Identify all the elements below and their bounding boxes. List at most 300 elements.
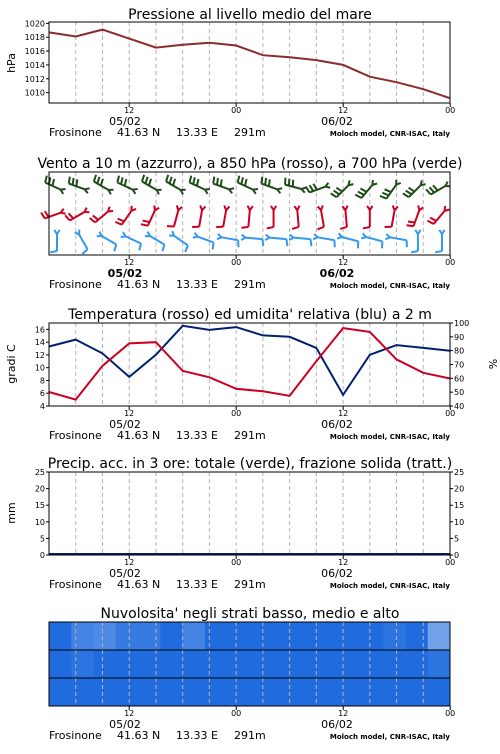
x-date-label: 06/02 (320, 267, 355, 280)
cloud-cell (49, 650, 72, 678)
wind-barb-shaft (434, 211, 445, 224)
wind-barb (241, 206, 252, 228)
y-tick-label: 1016 (25, 47, 45, 56)
x-tick-label: 12 (124, 558, 134, 567)
wind-barb-feather (45, 176, 47, 183)
cloud-cell (383, 622, 406, 650)
wind-barb-feather (197, 179, 199, 186)
cloud-cell (361, 650, 384, 678)
wind-barb-shaft (79, 235, 87, 250)
wind-barb (142, 175, 162, 195)
wind-barb (190, 176, 210, 194)
wind-barb (241, 235, 263, 246)
wind-barb-head (85, 188, 90, 193)
x-date-label: 05/02 (109, 418, 141, 431)
wind-barb-feather (363, 227, 370, 228)
wind-barb-feather (73, 178, 74, 185)
wind-barb (41, 209, 65, 219)
x-tick-label: 12 (124, 106, 134, 115)
temp-rh-title: Temperatura (rosso) ed umidita' relativa (blu) a 2 m (67, 307, 432, 323)
wind-barb (50, 230, 60, 253)
wind-barb-head (97, 232, 102, 237)
wind-barb-shaft (321, 210, 324, 227)
wind-barb (407, 205, 424, 226)
wind-barb-feather (221, 179, 222, 186)
y-tick-label: 15 (454, 501, 464, 510)
cloud-title: Nuvolosita' negli strati basso, medio e alto (101, 606, 400, 622)
wind-barb-head (277, 188, 282, 193)
cloud-cell (160, 650, 183, 678)
wind-barb-feather (407, 225, 414, 226)
wind-barb-feather (408, 221, 415, 222)
y-tick-label: 15 (35, 501, 45, 510)
wind-barb-head (349, 180, 354, 185)
x-tick-label: 12 (338, 709, 348, 718)
wind-barb-head (61, 209, 66, 214)
cloud-cell (383, 650, 406, 678)
wind-barb (97, 232, 117, 252)
wind-barb-shaft (413, 210, 419, 226)
wind-barb-feather (149, 179, 151, 186)
wind-barb-feather (143, 221, 150, 223)
wind-barb-shaft (95, 211, 108, 222)
y-tick-label: 80 (454, 347, 464, 356)
wind-barb-shaft (102, 236, 117, 244)
wind-barb-shaft (294, 238, 311, 239)
wind-barb (426, 182, 450, 195)
wind-barb (427, 206, 449, 224)
cloud-cell (49, 622, 72, 650)
wind-barb-shaft (198, 237, 214, 243)
wind-barb-shaft (174, 210, 178, 226)
wind-barb-feather (265, 178, 266, 185)
y-tick-label: 5 (454, 534, 459, 543)
wind-barb-feather (430, 218, 436, 221)
wind-barb-head (61, 189, 66, 194)
wind-barb-feather (261, 177, 262, 184)
wind-barb (361, 233, 382, 248)
cloud-panel (49, 606, 455, 742)
wind-barb-head (301, 188, 306, 193)
wind-barb (75, 230, 88, 254)
pressure-plot-frame (49, 22, 450, 103)
wind-barb (121, 232, 141, 250)
wind-barb-shaft (150, 236, 165, 244)
wind-barb-feather (306, 186, 310, 192)
wind-barb-feather (93, 215, 98, 219)
wind-barb-head (224, 206, 229, 211)
x-tick-label: 00 (231, 106, 241, 115)
wind-barb-head (294, 206, 299, 210)
x-date-label: 06/02 (321, 115, 353, 128)
y-tick-label: 16 (35, 325, 45, 334)
wind-barb (340, 206, 348, 229)
wind-barb-feather (360, 189, 366, 192)
wind-barb-head (200, 206, 205, 211)
precip-plot-frame (49, 472, 450, 555)
wind-barb (435, 230, 445, 253)
wind-barb-feather (97, 177, 99, 184)
wind-barb-feather (262, 239, 263, 246)
wind-barb (265, 235, 287, 246)
cloud-cell (383, 678, 406, 706)
cloud-cell (250, 678, 273, 706)
location-name: Frosinone (49, 729, 102, 742)
cloud-cell (405, 678, 428, 706)
cloud-cell (316, 678, 339, 706)
wind-barb-head (372, 180, 377, 185)
wind-barb-feather (141, 224, 148, 226)
wind-barb-feather (101, 179, 103, 186)
y-tick-label: 1014 (25, 61, 45, 70)
wind-barb (403, 180, 426, 197)
precip-panel (5, 456, 464, 591)
y-tick-label: 12 (35, 351, 45, 360)
wind-barb-shaft (318, 237, 335, 240)
wind-barb-head (396, 180, 401, 185)
cloud-cell (316, 650, 339, 678)
y-tick-label: 4 (40, 402, 45, 411)
wind-barb-feather (269, 179, 270, 186)
location-lon: 13.33 E (176, 729, 218, 742)
location-lat: 41.63 N (117, 729, 160, 742)
cloud-cell (428, 678, 451, 706)
y-tick-label: 25 (454, 468, 464, 477)
y-tick-label: 20 (35, 485, 45, 494)
x-tick-label: 00 (445, 709, 455, 718)
x-tick-label: 12 (338, 558, 348, 567)
cloud-cell (227, 678, 250, 706)
x-tick-label: 00 (231, 558, 241, 567)
cloud-cell (250, 650, 273, 678)
wind-barb-feather (380, 196, 386, 199)
wind-barb (166, 175, 186, 195)
cloud-cell (428, 650, 451, 678)
wind-barb-feather (65, 215, 70, 220)
wind-barb-head (445, 206, 450, 211)
cloud-cell (205, 650, 228, 678)
x-tick-label: 12 (338, 409, 348, 418)
wind-barb-feather (45, 211, 49, 217)
wind-barb-feather (115, 222, 121, 225)
wind-barb (292, 206, 300, 229)
wind-barb-feather (52, 179, 54, 186)
y-tick-label: 20 (454, 485, 464, 494)
wind-barb-shaft (366, 237, 382, 241)
wind-barb-head (108, 207, 113, 212)
wind-barb (94, 175, 114, 195)
y-tick-label: 1018 (25, 33, 45, 42)
wind-barb (192, 206, 205, 227)
model-source: Moloch model, CNR-ISAC, Italy (330, 282, 451, 290)
cloud-cell (405, 622, 428, 650)
wind-barb-feather (427, 221, 433, 224)
y-tick-label: 50 (454, 388, 464, 397)
wind-barb-shaft (246, 238, 263, 239)
cloud-cell (138, 678, 161, 706)
wind-barb-feather (411, 251, 418, 252)
cloud-cell (116, 650, 139, 678)
wind-barb (267, 206, 277, 229)
wind-barb-shaft (270, 238, 287, 239)
precip-grid (76, 472, 424, 555)
model-source: Moloch model, CNR-ISAC, Italy (330, 130, 451, 138)
cloud-cell (160, 678, 183, 706)
y-tick-label: 10 (454, 518, 464, 527)
wind-barb (355, 180, 377, 198)
rh-ylabel: % (486, 359, 499, 369)
wind-barb-feather (125, 179, 127, 186)
x-date-label: 05/02 (108, 267, 143, 280)
wind-barb-feather (385, 189, 391, 192)
wind-barb-feather (358, 192, 364, 195)
wind-barb-feather (69, 213, 74, 218)
wind-barb-head (157, 190, 162, 195)
wind-barb-shaft (126, 236, 141, 243)
wind-barb-feather (267, 227, 274, 228)
wind-barb-shaft (174, 236, 188, 246)
wind-barb-head (271, 206, 276, 210)
y-tick-label: 40 (454, 402, 464, 411)
wind-barb-feather (162, 245, 164, 252)
cloud-cell (71, 622, 94, 650)
wind-barb (117, 176, 137, 194)
wind-barb-shaft (345, 210, 346, 227)
cloud-cell (294, 678, 317, 706)
cloud-cell (160, 622, 183, 650)
x-date-label: 05/02 (109, 115, 141, 128)
wind-barb (289, 235, 311, 246)
wind-barb-feather (217, 178, 218, 185)
location-lon: 13.33 E (176, 578, 218, 591)
wind-barb-feather (430, 187, 435, 192)
y-tick-label: 8 (40, 376, 45, 385)
x-tick-label: 12 (338, 258, 348, 267)
cloud-cell (71, 650, 94, 678)
wind-barb-feather (336, 188, 342, 192)
location-elev: 291m (234, 126, 266, 139)
cloud-cell (316, 622, 339, 650)
model-source: Moloch model, CNR-ISAC, Italy (330, 733, 451, 741)
cloud-cell (361, 678, 384, 706)
location-elev: 291m (234, 278, 266, 291)
wind-barb-shaft (223, 210, 226, 227)
wind-barb (380, 180, 401, 199)
wind-barb-shaft (148, 210, 155, 225)
wind-barb-feather (340, 227, 347, 229)
wind-barb-head (248, 206, 253, 210)
wind-barb-head (325, 183, 330, 188)
cloud-x-ticks (49, 706, 455, 742)
temp-rh-plot-frame (49, 323, 450, 406)
location-elev: 291m (234, 578, 266, 591)
wind-barb-feather (331, 193, 337, 197)
wind-barb (90, 207, 113, 223)
wind-barb (261, 177, 282, 194)
temp-series-line (49, 328, 450, 400)
precip-ylabel: mm (5, 502, 18, 523)
precip-title: Precip. acc. in 3 ore: totale (verde), frazione solida (tratt.) (48, 456, 452, 472)
wind-barb-feather (245, 179, 247, 186)
pressure-series-line (49, 30, 450, 99)
wind-barb-feather (241, 177, 243, 184)
cloud-cell (339, 678, 362, 706)
wind-barb-feather (117, 176, 119, 183)
location-lat: 41.63 N (117, 429, 160, 442)
wind-barb (65, 208, 89, 221)
wind-barb-head (109, 190, 114, 195)
wind-barb-feather (435, 251, 442, 252)
temp-y-ticks (35, 325, 49, 411)
wind-barb-head (84, 208, 89, 213)
cloud-cell (94, 650, 117, 678)
wind-barb-shaft (297, 210, 298, 227)
wind-barb-feather (185, 245, 188, 251)
wind-barb-feather (41, 212, 45, 218)
wind-barb (385, 206, 398, 227)
wind-barb (167, 205, 182, 226)
location-lon: 13.33 E (176, 278, 218, 291)
precip-y-ticks (35, 468, 49, 560)
wind-barb-head (133, 189, 138, 194)
wind-barb (337, 233, 358, 248)
wind-barb-head (361, 233, 366, 238)
wind-barb-feather (433, 185, 438, 190)
x-tick-label: 12 (124, 409, 134, 418)
model-source: Moloch model, CNR-ISAC, Italy (330, 433, 451, 441)
cloud-cell (116, 678, 139, 706)
wind-title: Vento a 10 m (azzurro), a 850 hPa (rosso), a 700 hPa (verde) (37, 156, 462, 172)
x-tick-label: 00 (231, 258, 241, 267)
wind-barb-feather (173, 179, 175, 186)
wind-barb (45, 176, 65, 194)
wind-barb-feather (50, 251, 57, 252)
wind-barb-feather (292, 227, 299, 229)
rh-y-ticks (450, 319, 469, 411)
x-date-label: 06/02 (321, 718, 353, 731)
temp-rh-grid (76, 323, 424, 406)
wind-barb (213, 177, 234, 194)
wind-barb-feather (355, 195, 361, 198)
cloud-cell (339, 650, 362, 678)
y-tick-label: 1010 (25, 89, 45, 98)
wind-barb-feather (426, 189, 431, 194)
cloud-cell (183, 650, 206, 678)
wind-barb-feather (170, 177, 172, 184)
wind-barb-feather (145, 177, 147, 184)
cloud-cell (94, 678, 117, 706)
cloud-cell (272, 678, 295, 706)
location-name: Frosinone (49, 278, 102, 291)
cloud-cell (205, 622, 228, 650)
wind-barb-feather (118, 219, 124, 222)
pressure-panel (5, 7, 455, 139)
x-tick-label: 00 (445, 558, 455, 567)
wind-barb-shaft (409, 185, 421, 197)
cloud-heatmap (49, 622, 451, 706)
wind-barb-head (439, 230, 444, 234)
y-tick-label: 14 (35, 338, 45, 347)
x-tick-label: 00 (231, 709, 241, 718)
wind-barb-feather (310, 185, 314, 191)
wind-barb-feather (317, 227, 324, 230)
wind-barb-feather (311, 239, 312, 246)
cloud-cell (272, 622, 295, 650)
wind-barb-head (265, 235, 269, 240)
pressure-y-ticks (25, 19, 49, 97)
wind-barb-head (145, 232, 150, 237)
y-tick-label: 5 (40, 534, 45, 543)
wind-barb-head (318, 206, 323, 211)
wind-barb (238, 176, 258, 194)
wind-barb-feather (142, 175, 144, 182)
wind-barb-head (131, 206, 136, 211)
location-elev: 291m (234, 429, 266, 442)
location-elev: 291m (234, 729, 266, 742)
cloud-cell (94, 622, 117, 650)
wind-barb (169, 231, 188, 252)
location-lon: 13.33 E (176, 126, 218, 139)
location-lat: 41.63 N (117, 578, 160, 591)
x-date-label: 05/02 (109, 718, 141, 731)
pressure-grid (76, 22, 424, 103)
pressure-x-ticks (49, 103, 455, 139)
wind-barb-feather (121, 177, 123, 184)
temp-ylabel: gradi C (5, 344, 18, 384)
wind-barb (411, 230, 421, 253)
wind-barb-feather (190, 176, 192, 183)
wind-barb-feather (406, 191, 412, 195)
wind-barb-feather (213, 177, 214, 184)
wind-barb (331, 180, 354, 197)
cloud-cell (361, 622, 384, 650)
wind-barb-shaft (337, 185, 349, 197)
wind-barb (193, 233, 214, 250)
wind-barb-head (54, 230, 59, 234)
wind-barb-head (193, 233, 198, 238)
wind-barb-feather (76, 179, 77, 186)
wind-barb-feather (213, 242, 214, 249)
wind-barb-feather (69, 177, 70, 184)
x-tick-label: 00 (231, 409, 241, 418)
y-tick-label: 60 (454, 374, 464, 383)
y-tick-label: 10 (35, 518, 45, 527)
wind-barb-shaft (342, 237, 358, 241)
wind-barb-head (415, 230, 420, 234)
cloud-cell (138, 650, 161, 678)
cloud-cell (183, 678, 206, 706)
pressure-ylabel: hPa (5, 53, 18, 73)
wind-barb-head (241, 235, 245, 240)
x-tick-label: 12 (338, 106, 348, 115)
location-lon: 13.33 E (176, 429, 218, 442)
wind-barb (285, 178, 306, 193)
x-tick-label: 00 (445, 106, 455, 115)
y-tick-label: 10 (35, 364, 45, 373)
y-tick-label: 70 (454, 361, 464, 370)
wind-barb-shaft (392, 210, 395, 227)
wind-barb-feather (94, 175, 96, 182)
wind-barb-head (181, 190, 186, 195)
wind-barb-feather (193, 177, 195, 184)
wind-barb-shaft (390, 237, 407, 240)
location-name: Frosinone (49, 578, 102, 591)
cloud-cell (227, 650, 250, 678)
pressure-title: Pressione al livello medio del mare (128, 7, 372, 23)
x-date-label: 06/02 (321, 418, 353, 431)
wind-barb-feather (334, 191, 340, 195)
y-tick-label: 1020 (25, 19, 45, 28)
